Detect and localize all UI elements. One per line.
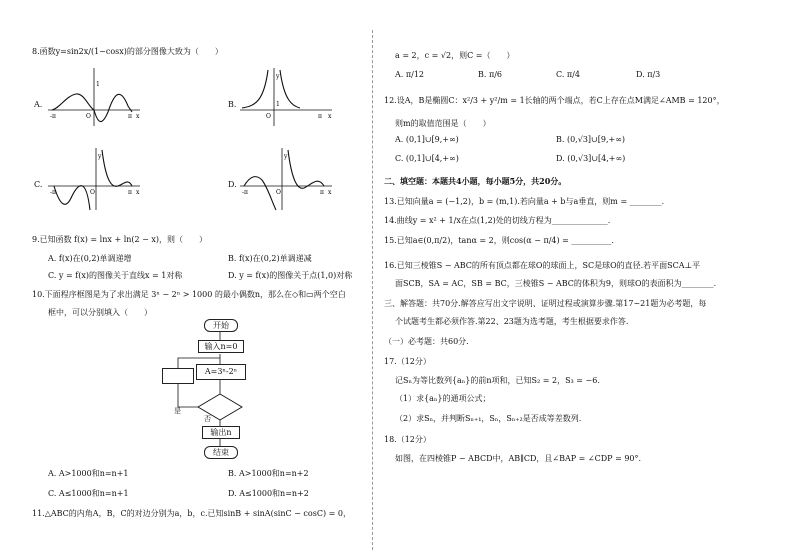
- svg-text:-π: -π: [50, 113, 56, 120]
- q17-part1: （1）求{aₙ}的通项公式；: [395, 394, 491, 403]
- q17-part2: （2）求Sₙ，并判断Sₙ₊₁，Sₙ，Sₙ₊₂是否成等差数列.: [395, 414, 582, 423]
- q8-graph-b: [238, 66, 334, 128]
- q12-option-b: B. (0,√3]∪[9,+∞): [556, 135, 625, 144]
- q11-stem: 11.△ABC的内角A，B，C的对边分别为a，b，c.已知sinB + sinA(sinC − cosC) = 0，: [32, 509, 351, 518]
- svg-text:y: y: [276, 73, 280, 80]
- svg-text:O: O: [90, 189, 95, 196]
- column-divider: [372, 30, 373, 550]
- q12-stem-line1: 12.设A，B是椭圆C：x²/3 + y²/m = 1长轴的两个端点，若C上存在点M满足∠AMB = 120°，: [384, 96, 725, 105]
- svg-text:x: x: [328, 189, 332, 196]
- q16-text-line1: 16.已知三棱锥S − ABC的所有顶点都在球O的球面上，SC是球O的直径.若平面SCA⊥平: [384, 261, 701, 270]
- svg-text:π: π: [318, 113, 322, 120]
- q17-title: 17.（12分）: [384, 357, 431, 366]
- flow-end: 结束: [204, 446, 238, 459]
- origin-label: O: [86, 113, 91, 120]
- q11-option-c: C. π/4: [556, 70, 580, 79]
- q10-stem-line1: 10.下面程序框图是为了求出满足 3ⁿ − 2ⁿ > 1000 的最小偶数n，那么在◇和▭两个空白: [32, 290, 346, 299]
- q9-stem: 9.已知函数 f(x) = lnx + ln(2 − x)，则（ ）: [32, 235, 208, 244]
- flow-yes-label: 是: [174, 407, 181, 415]
- svg-text:y: y: [284, 153, 288, 160]
- svg-text:O: O: [266, 113, 271, 120]
- q8-graph-d: [238, 146, 334, 212]
- svg-text:x: x: [328, 113, 332, 120]
- q8-graph-a: [46, 66, 142, 128]
- q18-stem: 如图，在四棱锥P − ABCD中，AB∥CD，且∠BAP = ∠CDP = 90°.: [395, 454, 642, 463]
- q14-text: 14.曲线y = x² + 1/x在点(1,2)处的切线方程为______________.: [384, 216, 611, 225]
- flow-no-label: 否: [204, 415, 211, 423]
- q8-graph-c: [46, 146, 142, 212]
- svg-text:y: y: [98, 153, 102, 160]
- q9-option-b: B. f(x)在(0,2)单调递减: [228, 254, 312, 263]
- q12-option-c: C. (0,1]∪[4,+∞): [395, 154, 459, 163]
- section-2-heading: 二、填空题：本题共4小题，每小题5分，共20分。: [384, 176, 567, 186]
- q18-title: 18.（12分）: [384, 435, 431, 444]
- q12-option-d: D. (0,√3]∪[4,+∞): [556, 154, 626, 163]
- svg-text:π: π: [128, 189, 132, 196]
- flow-assign: A=3ⁿ-2ⁿ: [196, 364, 246, 380]
- q8-option-b-label: B.: [228, 100, 237, 109]
- q8-option-d-label: D.: [228, 180, 237, 189]
- q11-continuation: a = 2，c = √2，则C =（ ）: [395, 51, 515, 60]
- flow-input: 输入n=0: [198, 340, 244, 353]
- q9-option-d: D. y = f(x)的图像关于点(1,0)对称: [228, 271, 353, 280]
- q8-option-a-label: A.: [34, 100, 43, 109]
- q10-stem-line2: 框中，可以分别填入（ ）: [48, 308, 152, 317]
- q10-option-c: C. A≤1000和n=n+1: [48, 489, 129, 498]
- required-section-heading: （一）必考题：共60分.: [384, 337, 469, 346]
- q10-option-d: D. A≤1000和n=n+2: [228, 489, 309, 498]
- q8-option-c-label: C.: [34, 180, 43, 189]
- section-3-heading-line2: 个试题考生都必须作答.第22、23题为选考题，考生根据要求作答.: [395, 317, 629, 326]
- q17-stem: 记Sₙ为等比数列{aₙ}的前n项和，已知S₂ = 2，S₃ = −6.: [395, 376, 600, 385]
- q11-option-b: B. π/6: [478, 70, 503, 79]
- q11-option-a: A. π/12: [395, 70, 424, 79]
- svg-text:-π: -π: [242, 189, 248, 196]
- svg-text:1: 1: [96, 81, 100, 88]
- q13-text: 13.已知向量a = (−1,2)，b = (m,1).若向量a + b与a垂直，则m = ________.: [384, 197, 665, 206]
- flow-blank-rect: [162, 368, 194, 384]
- svg-text:-π: -π: [50, 189, 56, 196]
- svg-text:π: π: [320, 189, 324, 196]
- svg-text:π: π: [128, 113, 132, 120]
- flow-start: 开始: [204, 319, 238, 332]
- svg-text:1: 1: [276, 101, 280, 108]
- q10-option-b: B. A>1000和n=n+2: [228, 469, 309, 478]
- q8-stem: 8.函数y=sin2x/(1−cosx)的部分图像大致为（ ）: [32, 47, 223, 56]
- svg-text:O: O: [276, 189, 281, 196]
- flow-output: 输出n: [202, 426, 240, 439]
- section-3-heading-line1: 三、解答题：共70分.解答应写出文字说明、证明过程或演算步骤.第17~21题为必考题，每: [384, 299, 707, 308]
- q15-text: 15.已知a∈(0,π/2)，tanα = 2，则cos(α − π/4) = __________.: [384, 236, 614, 245]
- q9-option-a: A. f(x)在(0,2)单调递增: [48, 254, 132, 263]
- q16-text-line2: 面SCB，SA = AC，SB = BC，三棱锥S − ABC的体积为9，则球O的表面积为________.: [395, 279, 717, 288]
- q11-option-d: D. π/3: [636, 70, 661, 79]
- q12-option-a: A. (0,1]∪[9,+∞): [395, 135, 459, 144]
- svg-text:x: x: [136, 189, 140, 196]
- q12-stem-line2: 则m的取值范围是（ ）: [395, 119, 491, 128]
- q9-option-c: C. y = f(x)的图像关于直线x = 1对称: [48, 271, 183, 280]
- svg-text:x: x: [136, 113, 140, 120]
- q10-option-a: A. A>1000和n=n+1: [48, 469, 129, 478]
